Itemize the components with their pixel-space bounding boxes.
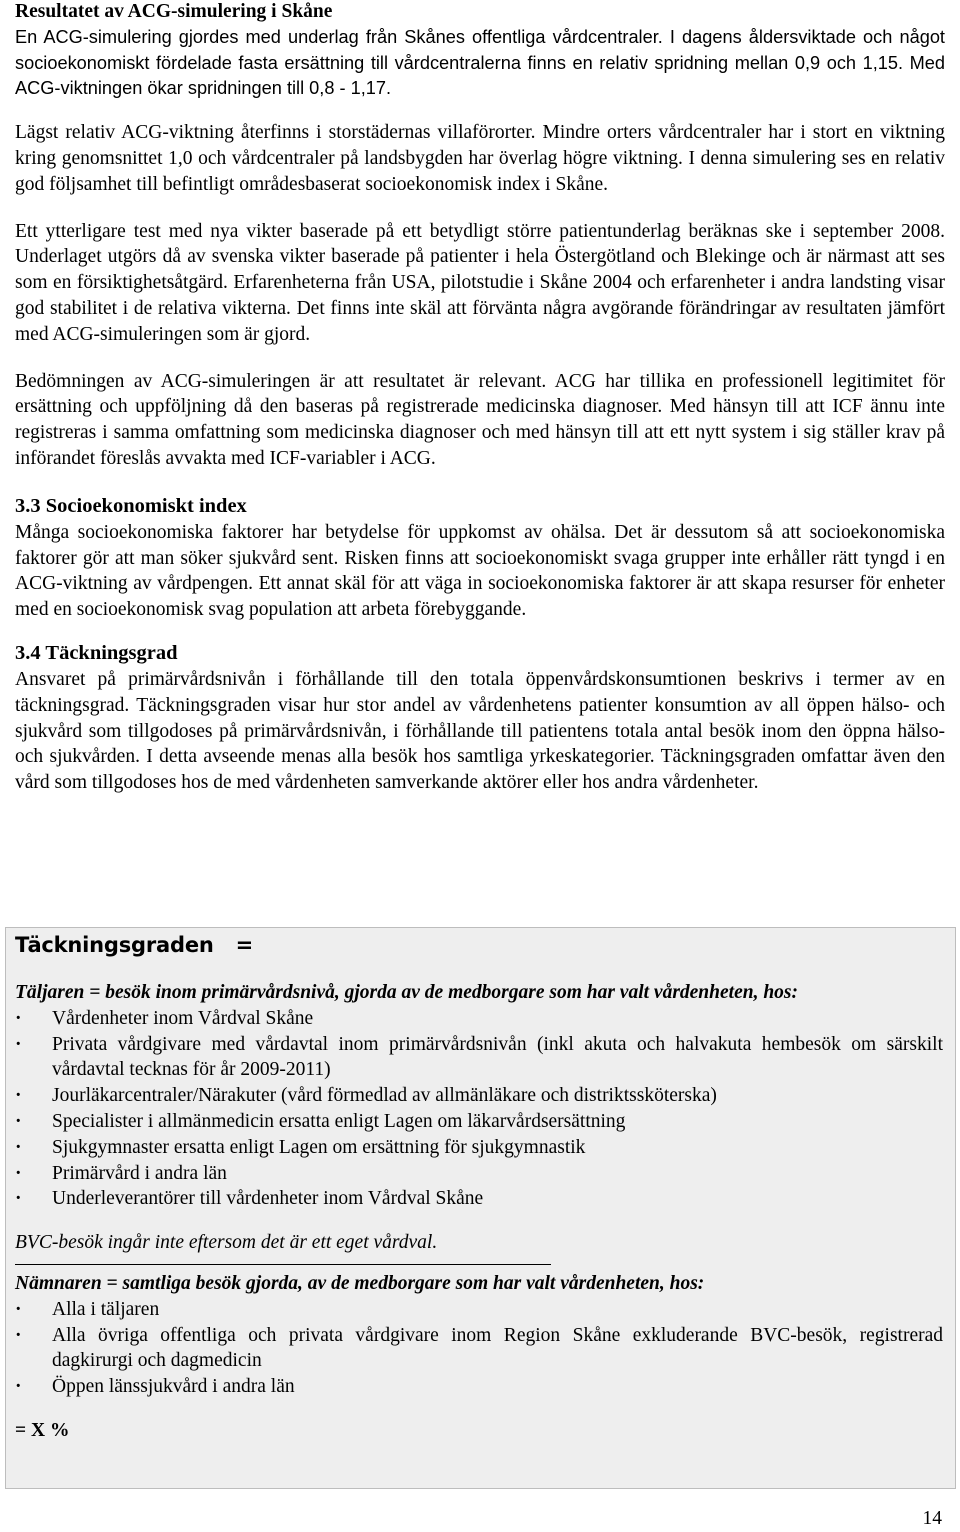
document-page bbox=[15, 0, 945, 796]
list-item: · Vårdenheter inom Vårdval Skåne bbox=[15, 1006, 943, 1032]
list-item: · Alla övriga offentliga och privata vårdgivare inom Region Skåne exkluderande BVC-besök, registrerad dagkirurgi och dagmedicin bbox=[15, 1323, 943, 1375]
fraction-divider bbox=[15, 1264, 551, 1265]
list-item: · Sjukgymnaster ersatta enligt Lagen om ersättning för sjukgymnastik bbox=[15, 1135, 943, 1161]
spacer bbox=[15, 472, 945, 492]
denominator-list bbox=[15, 1297, 943, 1400]
list-item: · Alla i täljaren bbox=[15, 1297, 943, 1323]
list-item: · Jourläkarcentraler/Närakuter (vård förmedlad av allmänläkare och distriktssköterska) bbox=[15, 1083, 943, 1109]
spacer bbox=[15, 102, 945, 120]
list-item: · Primärvård i andra län bbox=[15, 1161, 943, 1187]
list-item: · Underleverantörer till vårdenheter inom Vårdval Skåne bbox=[15, 1186, 943, 1212]
formula-result: = X % bbox=[15, 1419, 70, 1441]
numerator-label: Täljaren = besök inom primärvårdsnivå, gjorda av de medborgare som har valt vårdenheten, hos: bbox=[15, 982, 798, 1003]
page-number: 14 bbox=[922, 1508, 942, 1529]
section-number: 3.4 bbox=[15, 641, 41, 664]
denominator-label: Nämnaren = samtliga besök gjorda, av de medborgare som har valt vårdenheten, hos: bbox=[15, 1272, 705, 1294]
bvc-note: BVC-besök ingår inte eftersom det är ett eget vårdval. bbox=[15, 1232, 438, 1254]
numerator-list bbox=[15, 1006, 943, 1212]
section-heading-3-3 bbox=[15, 492, 945, 520]
list-item: · Öppen länssjukvård i andra län bbox=[15, 1374, 943, 1400]
section-title: Socioekonomiskt index bbox=[45, 494, 247, 517]
paragraph-lowest-weighting: Lägst relativ ACG-viktning återfinns i storstädernas villaförorter. Mindre orters vårdcentraler har i stort en viktning kring genomsnittet 1,0 och vårdcentraler på landsbygden har överlag högre viktning. I denna simulering ses en relativ god följsamhet till befintligt områdesbaserat socioekonomisk index i Skåne. bbox=[15, 122, 945, 195]
formula-title-text: Täckningsgraden bbox=[15, 933, 214, 957]
section-title: Täckningsgrad bbox=[45, 641, 178, 664]
spacer bbox=[15, 623, 945, 639]
spacer bbox=[15, 1400, 943, 1418]
paragraph-further-test: Ett ytterligare test med nya vikter baserade på ett betydligt större patientunderlag beräknas ske i september 2008. Underlaget utgörs då av svenska vikter baserade på patienter i hela Östergötland och Blekinge och är närmast att ses som en försiktighetsåtgärd. Erfarenheterna från USA, pilotstudie i Skåne 2004 och erfarenheter i andra landsting visar god stabilitet i de relativa vikterna. Det finns inte skäl att förvänta några avgörande förändringar av resultaten jämfört med ACG-simuleringen som är gjord. bbox=[15, 220, 945, 345]
formula-equals: = bbox=[235, 933, 254, 957]
paragraph-assessment: Bedömningen av ACG-simuleringen är att resultatet är relevant. ACG har tillika en professionell legitimitet för ersättning och uppföljning då den baseras på registrerade medicinska diagnoser. Med hänsyn till att ICF ännu inte registreras i samma omfattning som medicinska diagnoser och med hänsyn till att ett nytt system i sig ställer krav på införandet föreslås avvakta med ICF-variabler i ACG. bbox=[15, 370, 945, 469]
paragraph-acg-simulation: En ACG-simulering gjordes med underlag från Skånes offentliga vårdcentraler. I dagens åldersviktade och något socioekonomiskt fördelade fasta ersättning till vårdcentralerna finns en relativ spridning mellan 0,9 och 1,15. Med ACG-viktningen ökar spridningen till 0,8 - 1,17. bbox=[15, 26, 945, 99]
section-number: 3.3 bbox=[15, 494, 41, 517]
spacer bbox=[15, 198, 945, 219]
paragraph-coverage: Ansvaret på primärvårdsnivån i förhållande till den totala öppenvårdskonsumtionen beskrivs i termer av en täckningsgrad. Täckningsgraden visar hur stor andel av vårdenhetens patienter konsumtion av all öppen hälso- och sjukvård som tillgodoses på primärvårdsnivån, i förhållande till patientens totala antal besök inom den öppna hälso- och sjukvården. I detta avseende menas alla besök hos samtliga yrkeskategorier. Täckningsgraden omfattar även den vård som tillgodoses hos de med vårdenheten samverkande aktörer eller hos andra vårdenheter. bbox=[15, 668, 945, 794]
spacer bbox=[15, 960, 943, 980]
paragraph-socioeconomic: Många socioekonomiska faktorer har betydelse för uppkomst av ohälsa. Det är dessutom så att socioekonomiska faktorer gör att man söker sjukvård sent. Risken finns att socioekonomiskt svaga grupper inte erhåller rätt tyngd i en ACG-viktning av vårdpengen. Ett annat skäl för att väga in socioekonomiska faktorer är att skapa resurser för enheter med en socioekonomisk svag population att arbeta förebyggande. bbox=[15, 521, 945, 621]
spacer bbox=[15, 1212, 943, 1230]
section-heading-3-4 bbox=[15, 639, 945, 667]
coverage-formula-box bbox=[5, 927, 956, 1489]
spacer bbox=[15, 348, 945, 369]
formula-title bbox=[15, 930, 943, 960]
result-heading: Resultatet av ACG-simulering i Skåne bbox=[15, 1, 333, 22]
list-item: · Specialister i allmänmedicin ersatta enligt Lagen om läkarvårdsersättning bbox=[15, 1109, 943, 1135]
list-item: · Privata vårdgivare med vårdavtal inom primärvårdsnivån (inkl akuta och halvakuta hembesök om särskilt vårdavtal tecknas för år 2009-2011) bbox=[15, 1032, 943, 1084]
